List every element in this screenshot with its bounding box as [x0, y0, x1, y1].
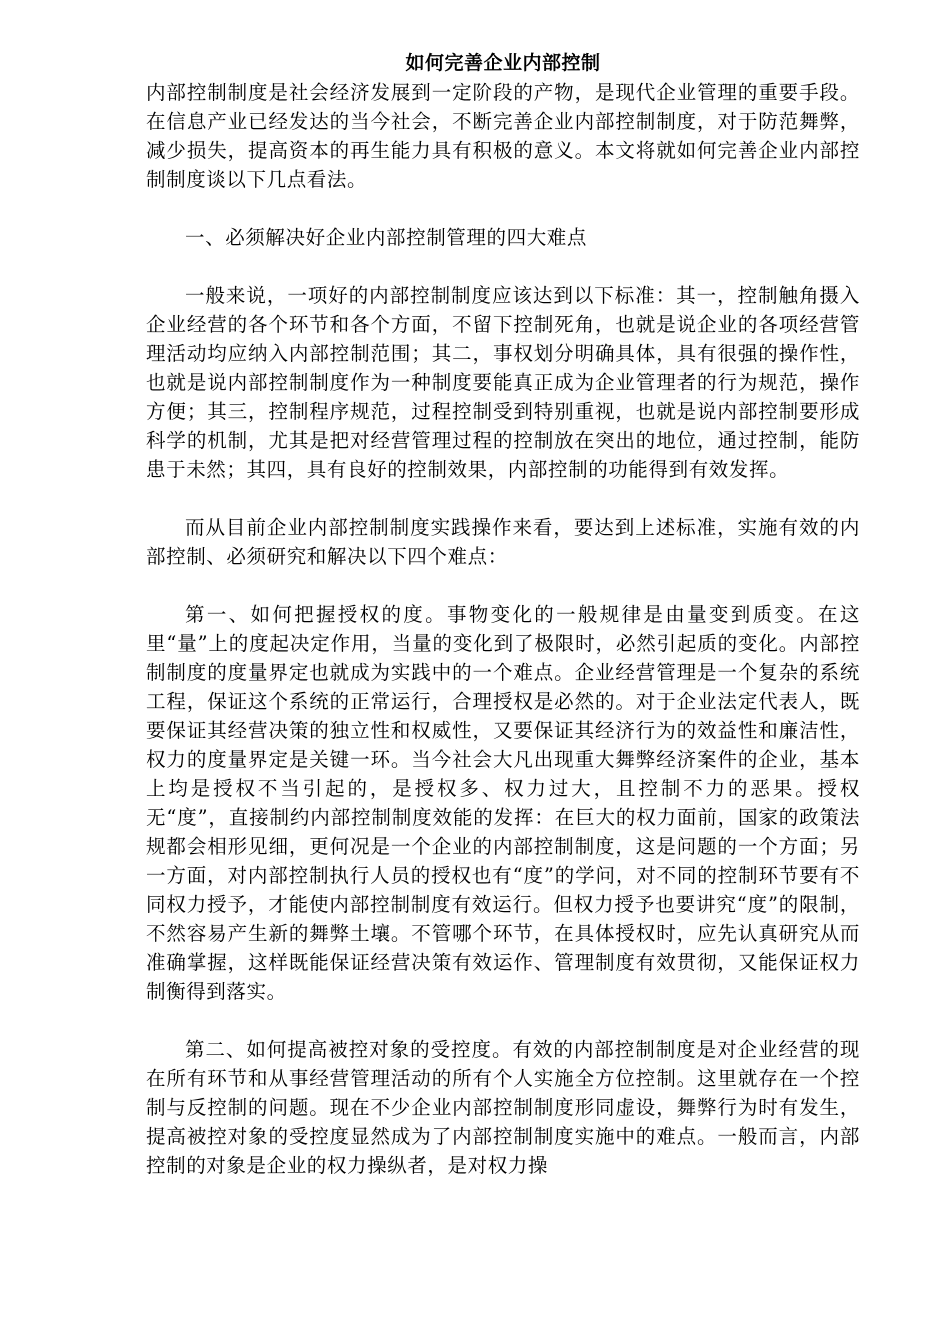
paragraph-spacer: [146, 571, 860, 600]
first-difficulty-paragraph: 第一、如何把握授权的度。事物变化的一般规律是由量变到质变。在这里“量”上的度起决定作用，当量的变化到了极限时，必然引起质的变化。内部控制制度的度量界定也就成为实践中的一个难点。企业经营管理是一个复杂的系统工程，保证这个系统的正常运行，合理授权是必然的。对于企业法定代表人，既要保证其经营决策的独立性和权威性，又要保证其经济行为的效益性和廉洁性，权力的度量界定是关键一环。当今社会大凡出现重大舞弊经济案件的企业，基本上均是授权不当引起的，是授权多、权力过大，且控制不力的恶果。授权无“度”，直接制约内部控制制度效能的发挥：在巨大的权力面前，国家的政策法规都会相形见细，更何况是一个企业的内部控制制度，这是问题的一个方面；另一方面，对内部控制执行人员的授权也有“度”的学问，对不同的控制环节要有不同权力授予，才能使内部控制制度有效运行。但权力授予也要讲究“度”的限制，不然容易产生新的舞弊土壤。不管哪个环节，在具体授权时，应先认真研究从而准确掌握，这样既能保证经营决策有效运作、管理制度有效贯彻，又能保证权力制衡得到落实。: [146, 603, 860, 1003]
second-difficulty-paragraph: 第二、如何提高被控对象的受控度。有效的内部控制制度是对企业经营的现在所有环节和从事经营管理活动的所有个人实施全方位控制。这里就存在一个控制与反控制的问题。现在不少企业内部控制制度形同虚设，舞弊行为时有发生，提高被控对象的受控度显然成为了内部控制制度实施中的难点。一般而言，内部控制的对象是企业的权力操纵者，是对权力操: [146, 1038, 860, 1177]
practice-paragraph: 而从目前企业内部控制制度实践操作来看，要达到上述标准，实施有效的内部控制、必须研究和解决以下四个难点：: [146, 516, 860, 568]
paragraph-spacer: [146, 194, 860, 223]
paragraph-spacer: [146, 484, 860, 513]
paragraph-spacer: [146, 1006, 860, 1035]
document-page: [146, 48, 860, 1180]
standards-paragraph: 一般来说，一项好的内部控制制度应该达到以下标准：其一，控制触角摄入企业经营的各个环节和各个方面，不留下控制死角，也就是说企业的各项经营管理活动均应纳入内部控制范围；其二，事权划分明确具体，具有很强的操作性，也就是说内部控制制度作为一种制度要能真正成为企业管理者的行为规范，操作方便；其三，控制程序规范，过程控制受到特别重视，也就是说内部控制要形成科学的机制，尤其是把对经营管理过程的控制放在突出的地位，通过控制，能防患于未然；其四，具有良好的控制效果，内部控制的功能得到有效发挥。: [146, 284, 860, 481]
intro-paragraph: 内部控制制度是社会经济发展到一定阶段的产物，是现代企业管理的重要手段。在信息产业已经发达的当今社会，不断完善企业内部控制制度，对于防范舞弊，减少损失，提高资本的再生能力具有积极的意义。本文将就如何完善企业内部控制制度谈以下几点看法。: [146, 81, 860, 191]
paragraph-spacer: [146, 252, 860, 281]
section-heading: 一、必须解决好企业内部控制管理的四大难点: [185, 226, 588, 249]
document-title: 如何完善企业内部控制: [405, 52, 601, 74]
